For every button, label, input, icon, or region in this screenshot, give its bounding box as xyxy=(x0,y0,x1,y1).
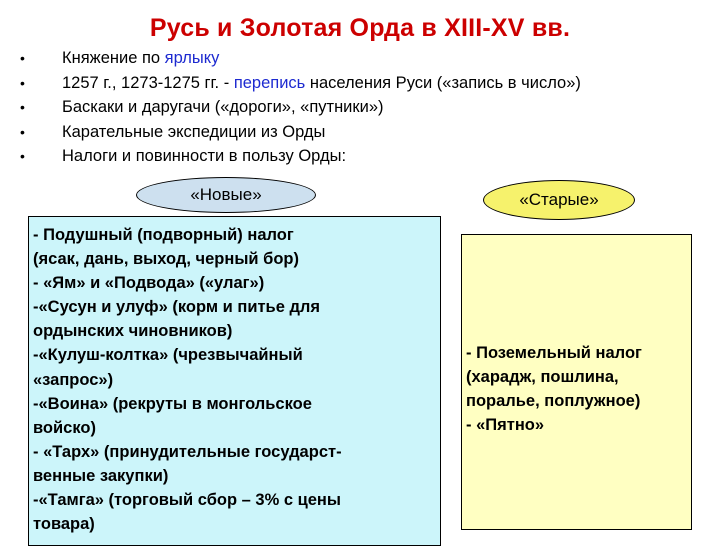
new-tax-line: - Подушный (подворный) налог xyxy=(33,226,294,244)
bullet-dot-icon: • xyxy=(20,148,25,164)
bullet-text: Карательные экспедиции из Орды xyxy=(62,122,326,141)
new-tax-line: -«Тамга» (торговый сбор – 3% с цены xyxy=(33,491,341,510)
new-tax-line: войско) xyxy=(33,418,96,437)
new-tax-line: венные закупки) xyxy=(33,466,169,485)
bullet-item-census xyxy=(20,71,710,96)
new-tax-line: -«Кулуш-колтка» (чрезвычайный xyxy=(33,346,303,365)
bullet-item-expeditions xyxy=(20,120,710,145)
old-taxes-label: «Старые» xyxy=(483,180,635,220)
highlight-yarlyk: ярлыку xyxy=(164,49,220,67)
new-tax-line: ордынских чиновников) xyxy=(33,322,233,341)
new-taxes-label: «Новые» xyxy=(136,177,316,213)
new-tax-line: -«Воина» (рекруты в монгольское xyxy=(33,394,312,413)
bullet-dot-icon: • xyxy=(20,99,25,115)
old-taxes-box xyxy=(461,234,692,530)
new-tax-line: «запрос») xyxy=(33,370,114,389)
old-tax-line: поралье, поплужное) xyxy=(466,392,641,411)
old-tax-line: - Поземельный налог xyxy=(466,344,642,362)
bullet-text: Баскаки и даругачи («дороги», «путники») xyxy=(62,98,384,116)
new-tax-line: - «Ям» и «Подвода» («улаг») xyxy=(33,274,265,293)
bullet-text: 1257 г., 1273-1275 гг. - xyxy=(62,73,234,92)
bullet-text: Княжение по xyxy=(62,49,165,67)
old-tax-line: (харадж, пошлина, xyxy=(466,368,619,387)
bullet-item-taxes xyxy=(20,144,710,169)
new-tax-line: товара) xyxy=(33,515,95,534)
new-tax-line: (ясак, дань, выход, черный бор) xyxy=(33,250,299,269)
bullet-item-baskaki xyxy=(20,95,710,120)
bullet-list xyxy=(20,46,710,169)
page-title: Русь и Золотая Орда в XIII-XV вв. xyxy=(149,14,571,42)
bullet-item-yarlyk xyxy=(20,46,710,71)
old-tax-line: - «Пятно» xyxy=(466,416,545,435)
bullet-text: Налоги и повинности в пользу Орды: xyxy=(62,147,347,165)
bullet-dot-icon: • xyxy=(20,50,25,66)
bullet-text: населения Руси («запись в число») xyxy=(305,73,581,92)
bullet-dot-icon: • xyxy=(20,123,25,140)
new-tax-line: - «Тарх» (принудительные государст- xyxy=(33,442,342,461)
bullet-dot-icon: • xyxy=(20,74,25,91)
new-tax-line: -«Сусун и улуф» (корм и питье для xyxy=(33,298,321,317)
highlight-perepis: перепись xyxy=(233,73,306,92)
new-taxes-box xyxy=(28,216,441,546)
